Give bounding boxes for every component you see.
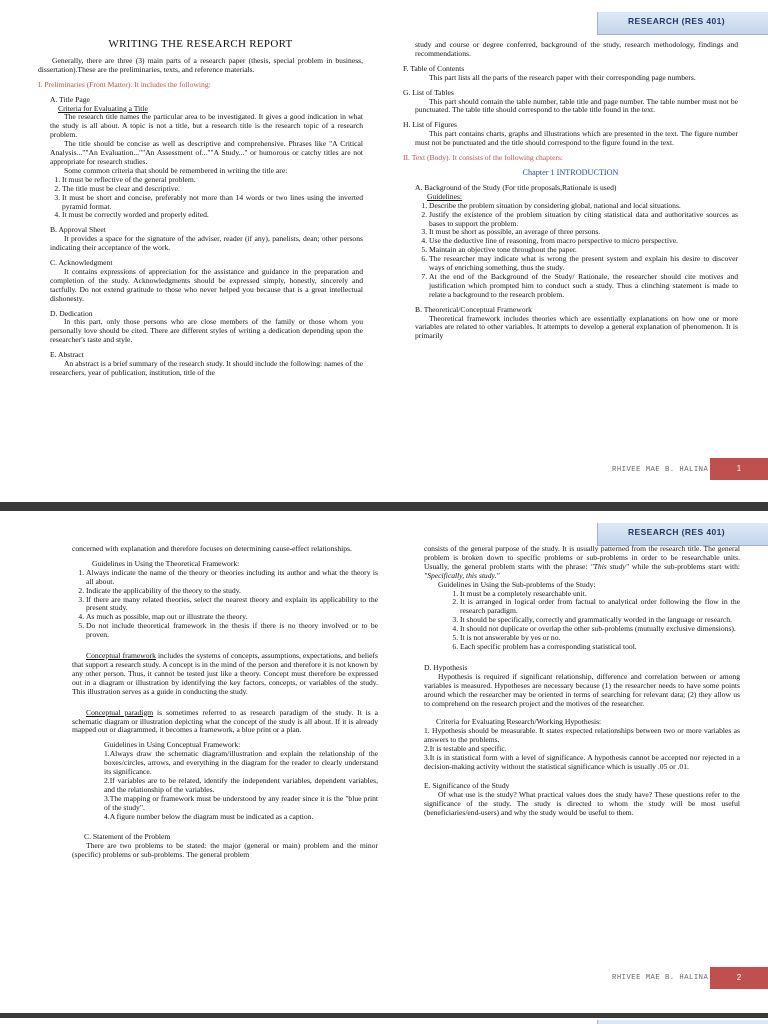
title-criteria-subheading: Criteria for Evaluating a Title — [58, 103, 148, 113]
theoretical-guidelines-heading: Guidelines in Using the Theoretical Framework: — [92, 558, 240, 568]
conceptual-framework-text: includes the systems of concepts, assumptions, expectations, and beliefs that support a research study. A concept is in the mind of the person and therefore it is not known by any other person. Thus, it cannot be tested just like a theory. Concept must therefore be expressed out in a diagram or illustration by identifying the key factors, concepts, or variables of the study. This illustration serves as a guide in conducting the study. — [72, 651, 378, 696]
statement-problem-paragraph: There are two problems to be stated: the major (general or main) problem and the minor (specific) problems or sub-problems. The general problem — [72, 841, 378, 860]
problem-quote-2: "Specifically, this study." — [424, 570, 500, 580]
course-label: RESEARCH (RES 401) — [628, 527, 725, 537]
subproblem-guidelines-list — [424, 590, 740, 652]
guidelines-label: Guidelines: — [427, 191, 463, 201]
list-item: 5. Do not include theoretical framework in the thesis if there is no theory involved or to be proven. — [86, 622, 378, 640]
course-label: RESEARCH (RES 401) — [628, 16, 725, 26]
section-h-heading: H. List of Figures — [403, 120, 457, 130]
right-column — [424, 545, 740, 817]
list-item: 3. It must be short and concise, preferably not more than 14 words or two lines using the inverted pyramid format. — [62, 194, 363, 212]
footer-author: RHIVEE MAE B. HALINA — [612, 466, 709, 474]
conceptual-paradigm-term: Conceptual paradigm — [86, 707, 154, 717]
left-column — [38, 40, 363, 378]
document-page-2 — [0, 511, 768, 1013]
intro-paragraph: Generally, there are three (3) main parts of a research paper (thesis, special problem in business, dissertation).These are the preliminaries, texts, and reference materials. — [38, 55, 363, 74]
hypothesis-heading: D. Hypothesis — [424, 662, 468, 672]
significance-paragraph: Of what use is the study? What practical values does the study have? These questions refer to the significance of the study. The study is directed to whom the study will be most useful (beneficiaries/end-users) and why the study would be useful to them. — [424, 789, 740, 817]
list-item: 5. It is not answerable by yes or no. — [460, 634, 740, 643]
list-item: 2. It is arranged in logical order from factual to analytical order following the flow in the research paradigm. — [460, 598, 740, 616]
conceptual-framework-paragraph — [72, 652, 378, 697]
section-c-heading: C. Acknowledgment — [50, 258, 113, 268]
list-item: 3. If there are many related theories, select the nearest theory and explain its applicability to the present study. — [86, 596, 378, 614]
section-a-heading: A. Title Page — [50, 94, 90, 104]
problem-continued-text: consists of the general purpose of the study. It is usually patterned from the research title. The general problem is broken down to specific problems or sub-problems in order to be researchable units. Usually, the general problem starts with the phrase: — [424, 544, 740, 571]
section-e-paragraph: An abstract is a brief summary of the research study. It should include the following: names of the researchers, year of publication, institution, title of the — [50, 359, 363, 377]
list-item: 4. Use the deductive line of reasoning, from macro perspective to micro perspective. — [429, 237, 738, 246]
background-guidelines-list — [403, 202, 738, 300]
chapter-heading: Chapter 1 INTRODUCTION — [522, 167, 619, 177]
list-item: 4. It should not duplicate or overlap the other sub-problems (mutually exclusive dimensions). — [460, 625, 740, 634]
conceptual-paradigm-text: is sometimes referred to as research paradigm of the study. It is a schematic diagram or illustration depicting what the concept of the study is all about. If it is already mapped out or diagrammed, it becomes a framework, a blue print or a plan. — [72, 707, 378, 735]
section-f-paragraph: This part lists all the parts of the research paper with their corresponding page numbers. — [429, 72, 696, 82]
framework-heading: B. Theoretical/Conceptual Framework — [415, 304, 532, 314]
list-item: 1. It must be reflective of the general problem. — [62, 176, 363, 185]
problem-continued-text-2: while the sub-problems start with: — [628, 561, 740, 571]
list-item: 3.It is in statistical form with a level of significance. A hypothesis cannot be accepted nor rejected in a decision-making activity without the statistical significance which is usually .05 or .01. — [424, 753, 740, 771]
list-item: 6. The researcher may indicate what is wrong the present system and explain his desire to discover ways of enriching something, thus the study. — [429, 255, 738, 273]
document-page-1 — [0, 0, 768, 502]
list-item: 4. As much as possible, map out or illustrate the theory. — [86, 613, 378, 622]
page-number-badge: 1 — [710, 458, 768, 480]
conceptual-framework-term: Conceptual framework — [86, 651, 156, 661]
problem-quote-1: "This study" — [590, 561, 629, 571]
list-item: 2. The title must be clear and descriptive. — [62, 185, 363, 194]
list-item: 2.It is testable and specific. — [424, 744, 507, 754]
left-column — [72, 545, 378, 860]
list-item: 7. At the end of the Background of the Study/ Rationale, the researcher should cite motives and justification which prompted him to conduct such a study. Thus a clinching statement is made to relate a background to the research problem. — [429, 273, 738, 300]
preliminaries-heading: I. Preliminaries (Front Matter). It includes the following: — [38, 79, 211, 89]
right-column — [403, 41, 738, 341]
hypothesis-criteria-heading: Criteria for Evaluating Research/Working Hypothesis: — [436, 717, 602, 727]
page-header-tab — [597, 1020, 768, 1024]
conceptual-guidelines-list — [72, 750, 378, 821]
section-a-p1: The research title names the particular area to be investigated. It gives a good indication in what the study is all about. A topic is not a title, but a research title is the research topic of a research problem. — [50, 112, 363, 140]
title-criteria-list — [38, 176, 363, 221]
page-header-tab — [597, 12, 768, 35]
list-item: 2.If variables are to be related, identify the independent variables, dependent variables, and the relationship of the variables. — [104, 775, 378, 794]
statement-problem-heading: C. Statement of the Problem — [84, 832, 171, 842]
framework-continued: concerned with explanation and therefore focuses on determining cause-effect relationships. — [72, 544, 352, 553]
hypothesis-paragraph: Hypothesis is required if significant relationship, difference and correlation between or among variables is measured. Hypotheses are necessary because (1) the researcher needs to have some points around which the researcher may be oriented in terms of searching for relevant data; (2) they allow us to comprehend on the research project and the motives of the researcher. — [424, 671, 740, 708]
section-e-heading: E. Abstract — [50, 350, 84, 360]
section-c-paragraph: It contains expressions of appreciation for the assistance and guidance in the preparation and completion of the study. Acknowledgments should be expressed simply, honestly, sincerely and tactfully. Do not extend gratitude to those who never helped you because that is a great intellectual dishonesty. — [50, 266, 363, 303]
section-b-heading: B. Approval Sheet — [50, 225, 106, 235]
list-item: 3. It must be short as possible, an average of three persons. — [429, 228, 738, 237]
list-item: 6. Each specific problem has a corresponding statistical tool. — [460, 643, 740, 652]
page-title: WRITING THE RESEARCH REPORT — [108, 38, 293, 50]
list-item: 1. It must be a completely researchable unit. — [460, 590, 740, 599]
list-item: 1. Always indicate the name of the theory or theories including its author and what the theory is all about. — [86, 569, 378, 587]
section-d-paragraph: In this part, only those persons who are close members of the family or those whom you personally love should be cited. There are different styles of writing a dedication depending upon the researcher's taste and style. — [50, 317, 363, 345]
page-number-badge: 2 — [710, 967, 768, 989]
section-b-paragraph: It provides a space for the signature of the adviser, reader (if any), panelists, dean; other persons indicating their acceptance of the work. — [50, 234, 363, 253]
section-g-paragraph: This part should contain the table number, table title and page number. The table number must not be punctuated. The table title should correspond to the table title found in the text. — [415, 96, 738, 115]
list-item: 1.Always draw the schematic diagram/illustration and explain the relationship of the boxes/circles, arrows, and everything in the diagram for the reader to clearly understand its significance. — [104, 749, 378, 777]
section-d-heading: D. Dedication — [50, 308, 93, 318]
document-page-3 — [0, 1018, 768, 1024]
background-heading: A. Background of the Study (For title proposals,Rationale is used) — [415, 182, 617, 192]
section-h-paragraph: This part contains charts, graphs and illustrations which are presented in the text. The figure number must not be punctuated and the title should correspond to the figure found in the text. — [415, 129, 738, 148]
list-item: 1. Hypothesis should be measurable. It states expected relationships between two or more variables as answers to the problems. — [424, 726, 740, 745]
framework-paragraph: Theoretical framework includes theories which are essentially explanations on how one or more variables are related to other variables. It attempts to develop a general explanation of phenomenon. It is primarily — [415, 313, 738, 341]
problem-continued — [424, 545, 740, 581]
list-item: 5. Maintain an objective tone throughout the paper. — [429, 246, 738, 255]
section-f-heading: F. Table of Contents — [403, 63, 465, 73]
list-item: 1. Describe the problem situation by considering global, national and local situations. — [429, 202, 738, 211]
section-g-heading: G. List of Tables — [403, 87, 454, 97]
list-item: 3.The mapping or framework must be understood by any reader since it is the "blue print of the study". — [104, 793, 378, 812]
list-item: 3. It should be specifically, correctly and grammatically worded in the language or research. — [460, 616, 740, 625]
list-item: 2. Indicate the applicability of the theory to the study. — [86, 587, 378, 596]
theoretical-guidelines-list — [72, 569, 378, 640]
footer-author: RHIVEE MAE B. HALINA — [612, 974, 709, 982]
subproblem-guidelines-heading: Guidelines in Using the Sub-problems of the Study: — [438, 579, 596, 589]
significance-heading: E. Significance of the Study — [424, 780, 510, 790]
list-item: 4. It must be correctly worded and properly edited. — [62, 211, 363, 220]
list-item: 4.A figure number below the diagram must be indicated as a caption. — [104, 811, 314, 821]
text-body-heading: II. Text (Body). It consists of the following chapters: — [403, 153, 564, 163]
abstract-continued: study and course or degree conferred, background of the study, research methodology, findings and recommendations. — [415, 40, 738, 58]
section-a-p3: Some common criteria that should be remembered in writing the title are: — [64, 165, 288, 175]
list-item: 2. Justify the existence of the problem situation by citing statistical data and authoritative sources as bases to support the problem. — [429, 211, 738, 229]
conceptual-paradigm-paragraph — [72, 709, 378, 736]
section-a-p2: The title should be concise as well as descriptive and comprehensive. Phrases like "A Critical Analysis...""An Evaluation...""An Assessment of...""A Study..." or humorous or catchy titles are not appropriate for research studies. — [50, 139, 363, 166]
conceptual-guidelines-heading: Guidelines in Using Conceptual Framework: — [104, 740, 241, 750]
page-header-tab — [597, 523, 768, 546]
